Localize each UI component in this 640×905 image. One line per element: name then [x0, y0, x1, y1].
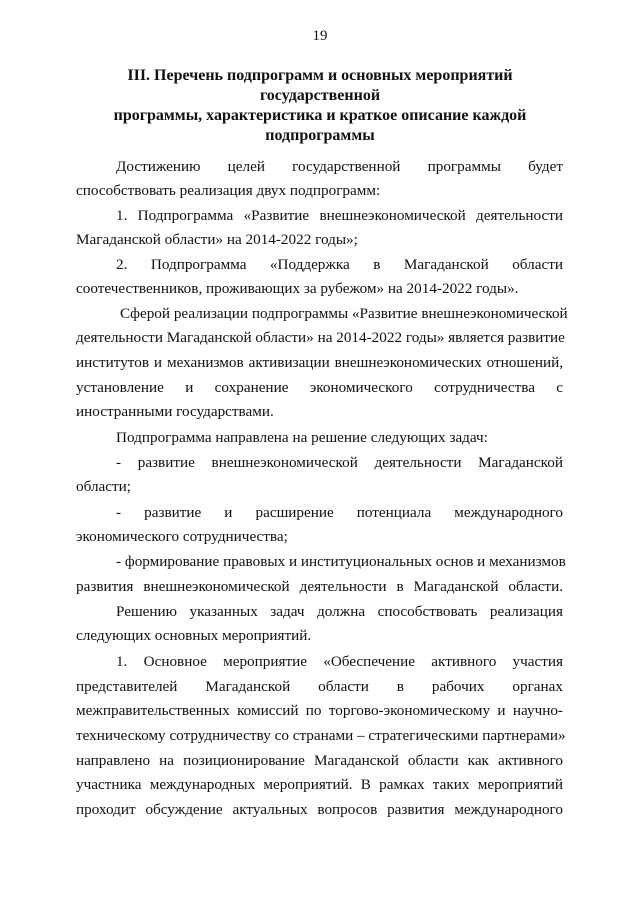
list-item-line: области;	[76, 478, 131, 495]
text-line: деятельности Магаданской области» на 2014-2022 годы» является развитие	[76, 329, 565, 346]
text-line: следующих основных мероприятий.	[76, 627, 312, 644]
text-line: установление и сохранение экономического сотрудничества с	[76, 379, 563, 396]
list-item-line: - формирование правовых и институциональных основ и механизмов	[116, 553, 566, 570]
text-line: участника международных мероприятий. В рамках таких мероприятий	[76, 776, 563, 793]
text-line: межправительственных комиссий по торгово-экономическому и научно-	[76, 702, 563, 719]
text-line: 2. Подпрограмма «Поддержка в Магаданской области	[116, 256, 563, 273]
list-item-line: экономического сотрудничества;	[76, 528, 288, 545]
list-item-line: развития внешнеэкономической деятельности в Магаданской области.	[76, 578, 563, 595]
list-item-line: - развитие внешнеэкономической деятельности Магаданской	[116, 454, 563, 471]
text-line: представителей Магаданской области в рабочих органах	[76, 678, 563, 695]
list-item-line: - развитие и расширение потенциала международного	[116, 504, 563, 521]
text-line: институтов и механизмов активизации внешнеэкономических отношений,	[76, 354, 563, 371]
text-line: Решению указанных задач должна способствовать реализация	[116, 603, 563, 620]
section-heading-line-3: подпрограммы	[265, 127, 375, 144]
text-line: Достижению целей государственной программы будет	[116, 158, 563, 175]
section-heading-line-1: III. Перечень подпрограмм и основных мероприятий государственной	[127, 67, 513, 104]
text-line: иностранными государствами.	[76, 403, 274, 420]
text-line: Подпрограмма направлена на решение следующих задач:	[116, 429, 488, 446]
text-line: способствовать реализация двух подпрограмм:	[76, 182, 381, 199]
text-line: 1. Основное мероприятие «Обеспечение активного участия	[116, 653, 563, 670]
section-heading	[70, 66, 570, 146]
text-line: соотечественников, проживающих за рубежом» на 2014-2022 годы».	[76, 280, 519, 297]
text-line: проходит обсуждение актуальных вопросов развития международного	[76, 801, 563, 818]
section-heading-line-2: программы, характеристика и краткое описание каждой	[113, 107, 527, 124]
text-line: техническому сотрудничеству со странами – стратегическими партнерами»	[76, 727, 566, 744]
text-line: Сферой реализации подпрограммы «Развитие внешнеэкономической	[120, 305, 568, 322]
text-line: направлено на позиционирование Магаданской области как активного	[76, 752, 563, 769]
text-line: Магаданской области» на 2014-2022 годы»;	[76, 231, 358, 248]
text-line: 1. Подпрограмма «Развитие внешнеэкономической деятельности	[116, 207, 563, 224]
page-number: 19	[312, 28, 328, 44]
